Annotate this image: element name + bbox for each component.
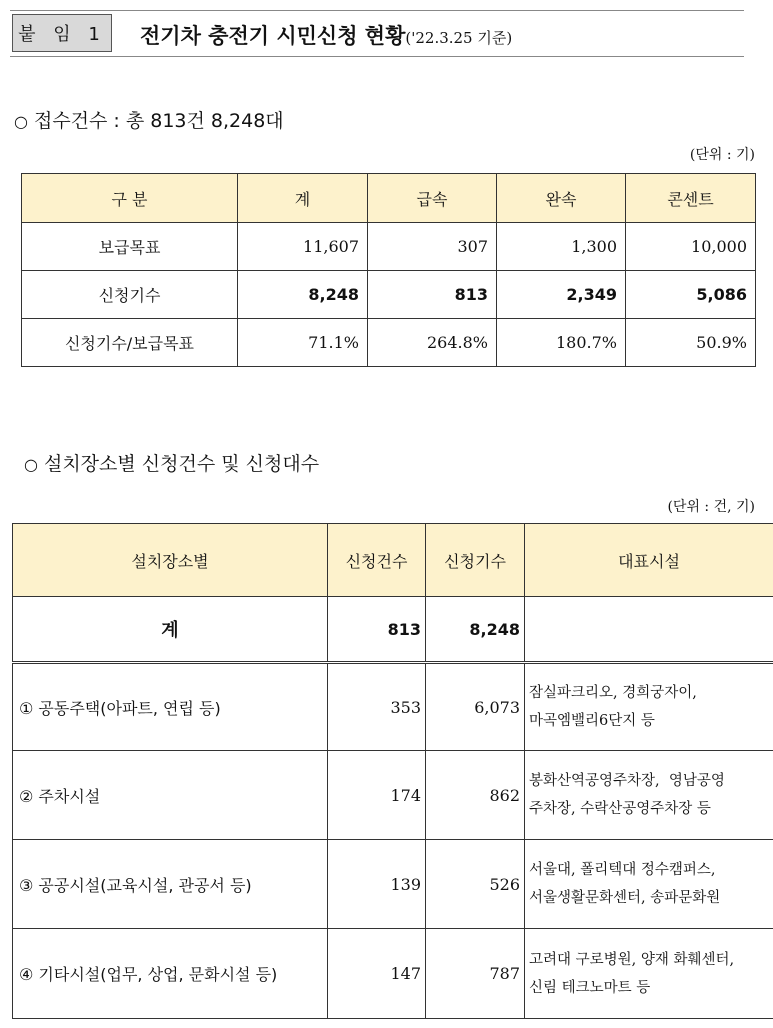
rep-line: 주차장, 수락산공영주차장 등 xyxy=(529,801,711,817)
representative-facilities xyxy=(525,663,773,751)
rep-line: 마곡엠밸리6단지 등 xyxy=(529,713,655,729)
section2-heading xyxy=(24,449,319,476)
table-cell: 180.7% xyxy=(497,319,626,367)
section2-heading-text: 설치장소별 신청건수 및 신청대수 xyxy=(43,453,320,475)
column-header: 급속 xyxy=(368,174,497,223)
request-count: 139 xyxy=(328,840,426,929)
table-cell: 8,248 xyxy=(238,271,368,319)
table-cell: 11,607 xyxy=(238,223,368,271)
table-cell: 50.9% xyxy=(626,319,756,367)
table-cell: 2,349 xyxy=(497,271,626,319)
table-header-row xyxy=(13,524,773,597)
column-header: 계 xyxy=(238,174,368,223)
column-header: 대표시설 xyxy=(525,524,773,597)
table-row xyxy=(13,929,773,1019)
table-row xyxy=(13,840,773,929)
table-row xyxy=(22,271,756,319)
rep-line: 서울대, 폴리텍대 정수캠퍼스, xyxy=(529,862,716,878)
table-header-row xyxy=(22,174,756,223)
row-label: 신청기수 xyxy=(22,271,238,319)
row-label: 보급목표 xyxy=(22,223,238,271)
section1-heading xyxy=(14,106,284,133)
total-units: 8,248 xyxy=(426,597,525,663)
title-text: 전기차 충전기 시민신청 현황 xyxy=(140,24,406,48)
rep-line: 신림 테크노마트 등 xyxy=(529,979,651,996)
request-units: 526 xyxy=(426,840,525,929)
total-count: 813 xyxy=(328,597,426,663)
request-units: 862 xyxy=(426,751,525,840)
request-units: 787 xyxy=(426,929,525,1019)
circle-bullet-icon: ○ xyxy=(24,455,38,474)
table-cell: 264.8% xyxy=(368,319,497,367)
place-label: ② 주차시설 xyxy=(13,751,328,840)
representative-facilities xyxy=(525,751,773,840)
rep-line: 잠실파크리오, 경희궁자이, xyxy=(529,685,697,701)
table-row xyxy=(13,663,773,751)
date-note: ('22.3.25 기준) xyxy=(405,29,513,47)
table-row xyxy=(13,751,773,840)
section2-unit: (단위 : 건, 기) xyxy=(667,499,755,515)
document-title xyxy=(140,20,512,50)
header-bottom-rule xyxy=(10,56,744,57)
rep-line: 고려대 구로병원, 양재 화훼센터, xyxy=(529,951,735,968)
section1-unit: (단위 : 기) xyxy=(689,147,755,163)
column-header: 신청건수 xyxy=(328,524,426,597)
request-count: 174 xyxy=(328,751,426,840)
place-label: ③ 공공시설(교육시설, 관공서 등) xyxy=(13,840,328,929)
request-count: 147 xyxy=(328,929,426,1019)
representative-facilities xyxy=(525,929,773,1019)
representative-facilities xyxy=(525,840,773,929)
application-count-table xyxy=(21,173,756,367)
table-cell: 5,086 xyxy=(626,271,756,319)
table-cell: 813 xyxy=(368,271,497,319)
place-label: ① 공동주택(아파트, 연립 등) xyxy=(13,663,328,751)
table-cell: 10,000 xyxy=(626,223,756,271)
location-table xyxy=(12,523,773,1019)
table-cell: 1,300 xyxy=(497,223,626,271)
rep-line: 서울생활문화센터, 송파문화원 xyxy=(529,890,721,906)
table-row xyxy=(22,223,756,271)
table-cell: 71.1% xyxy=(238,319,368,367)
column-header: 설치장소별 xyxy=(13,524,328,597)
row-label: 신청기수/보급목표 xyxy=(22,319,238,367)
column-header: 콘센트 xyxy=(626,174,756,223)
section1-heading-text: 접수건수 : 총 813건 8,248대 xyxy=(33,110,284,132)
column-header: 완속 xyxy=(497,174,626,223)
circle-bullet-icon: ○ xyxy=(14,112,28,131)
total-row xyxy=(13,597,773,663)
attachment-tag: 붙 임 1 xyxy=(12,14,112,52)
total-label: 계 xyxy=(13,597,328,663)
place-label: ④ 기타시설(업무, 상업, 문화시설 등) xyxy=(13,929,328,1019)
rep-line: 봉화산역공영주차장, 영남공영 xyxy=(529,773,725,789)
column-header: 신청기수 xyxy=(426,524,525,597)
table-row xyxy=(22,319,756,367)
table-cell xyxy=(525,597,773,663)
table-cell: 307 xyxy=(368,223,497,271)
column-header: 구 분 xyxy=(22,174,238,223)
request-count: 353 xyxy=(328,663,426,751)
request-units: 6,073 xyxy=(426,663,525,751)
header-top-rule xyxy=(10,10,744,11)
